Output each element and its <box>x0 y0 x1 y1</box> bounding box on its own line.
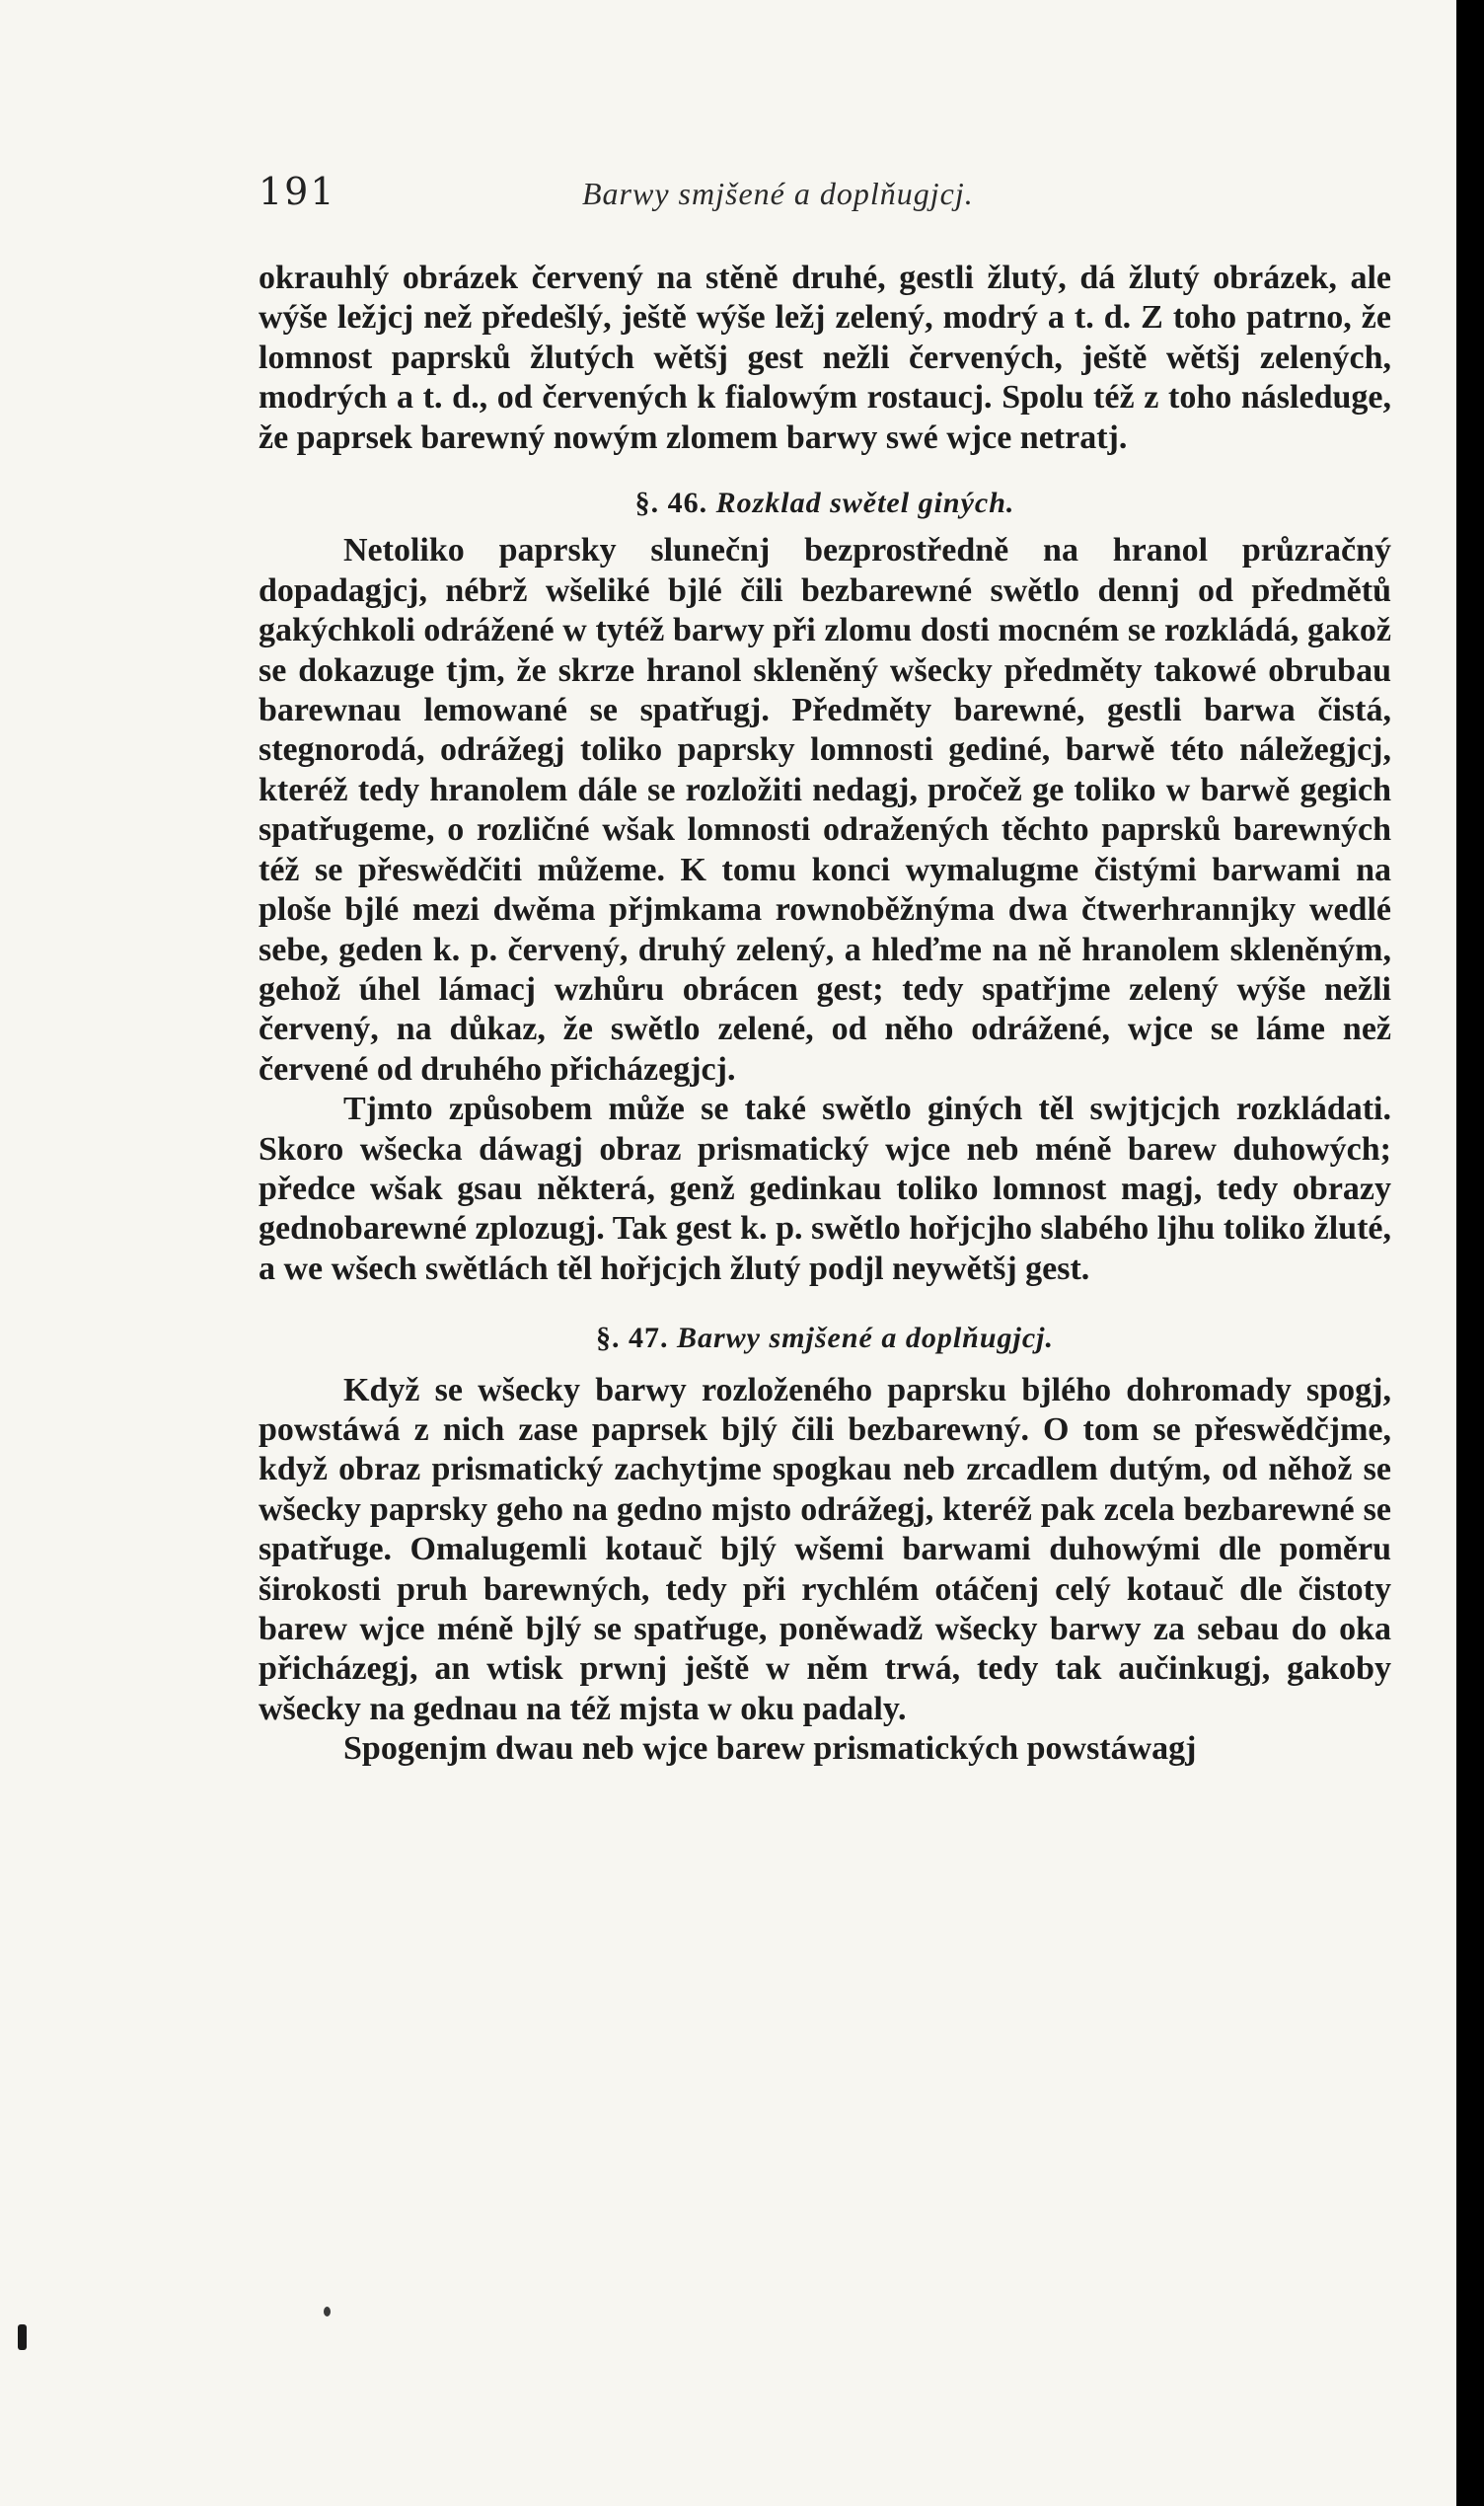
section-number: §. 47. <box>595 1322 669 1355</box>
body-text <box>259 259 1391 1770</box>
paper-speck <box>324 2307 331 2316</box>
scan-edge <box>1456 0 1484 2506</box>
page-number: 191 <box>259 170 336 213</box>
section-number: §. 46. <box>634 487 708 520</box>
running-head: Barwy smjšené a doplňugjcj. <box>582 176 974 211</box>
paper-speck <box>18 2324 27 2350</box>
paragraph: Tjmto způsobem může se také swětlo giných těl swjtjcjch rozkládati. Skoro wšecka dáwagj obraz prismatický wjce neb méně barew duhowých; předce wšak gsau některá, genž gedinkau toliko lomnost magj, tedy obrazy gednobarewné zplozugj. Tak gest k. p. swětlo hořjcjho slabého ljhu toliko žluté, a we wšech swětlách těl hořjcjch žlutý podjl neywětšj gest. <box>259 1091 1391 1287</box>
paragraph-continuation: okrauhlý obrázek červený na stěně druhé, gestli žlutý, dá žlutý obrázek, ale wýše ležjcj než předešlý, ještě wýše ležj zelený, modrý a t. d. Z toho patrno, že lomnost paprsků žlutých wětšj gest nežli červených, ještě wětšj zelených, modrých a t. d., od červených k fialowým rostaucj. Spolu též z toho následuge, že paprsek barewný nowým zlomem barwy swé wjce netratj. <box>259 260 1391 456</box>
section-title: Barwy smjšené a doplňugjcj. <box>676 1322 1055 1355</box>
section-heading-47 <box>259 1319 1391 1358</box>
page-header <box>259 170 1391 225</box>
paragraph: Netoliko paprsky slunečnj bezprostředně na hranol průzračný dopadagjcj, nébrž wšeliké bjlé čili bezbarewné swětlo dennj od předmětů gakýchkoli odrážené w tytéž barwy při zlomu dosti mocném se rozkládá, gakož se dokazuge tjm, že skrze hranol skleněný wšecky předměty takowé obrubau barewnau lemowané se spatřugj. Předměty barewné, gestli barwa čistá, stegnorodá, odrážegj toliko paprsky lomnosti gediné, barwě této náležegjcj, kteréž tedy hranolem dále se rozložiti nedagj, pročež ge toliko w barwě gegich spatřugeme, o rozličné wšak lomnosti odražených těchto paprsků barewných též se přeswědčiti můžeme. K tomu konci wymalugme čistými barwami na ploše bjlé mezi dwěma přjmkama rownoběžnýma dwa čtwerhrannjky wedlé sebe, geden k. p. červený, druhý zelený, a hleďme na ně hranolem skleněným, gehož úhel lámacj wzhůru obrácen gest; tedy spatřjme zelený wýše nežli červený, na důkaz, že swětlo zelené, od něho odrážené, wjce se láme než červené od druhého přicházegjcj. <box>259 532 1391 1088</box>
section-heading-46 <box>259 484 1391 523</box>
paragraph: Spogenjm dwau neb wjce barew prismatických powstáwagj <box>343 1730 1197 1768</box>
paragraph: Když se wšecky barwy rozloženého paprsku bjlého dohromady spogj, powstáwá z nich zase paprsek bjlý čili bezbarewný. O tom se přeswědčjme, když obraz prismatický zachytjme spogkau neb zrcadlem dutým, od něhož se wšecky paprsky geho na gedno mjsto odrážegj, kteréž pak zcela bezbarewné se spatřuge. Omalugemli kotauč bjlý wšemi barwami duhowými dle poměru širokosti pruh barewných, tedy při rychlém otáčenj celý kotauč dle čistoty barew wjce méně bjlý se spatřuge, poněwadž wšecky barwy za sebau do oka přicházegj, an wtisk prwnj ještě w něm trwá, tedy tak aučinkugj, gakoby wšecky na gednau na též mjsta w oku padaly. <box>259 1371 1391 1727</box>
section-title: Rozklad swětel giných. <box>715 487 1015 520</box>
